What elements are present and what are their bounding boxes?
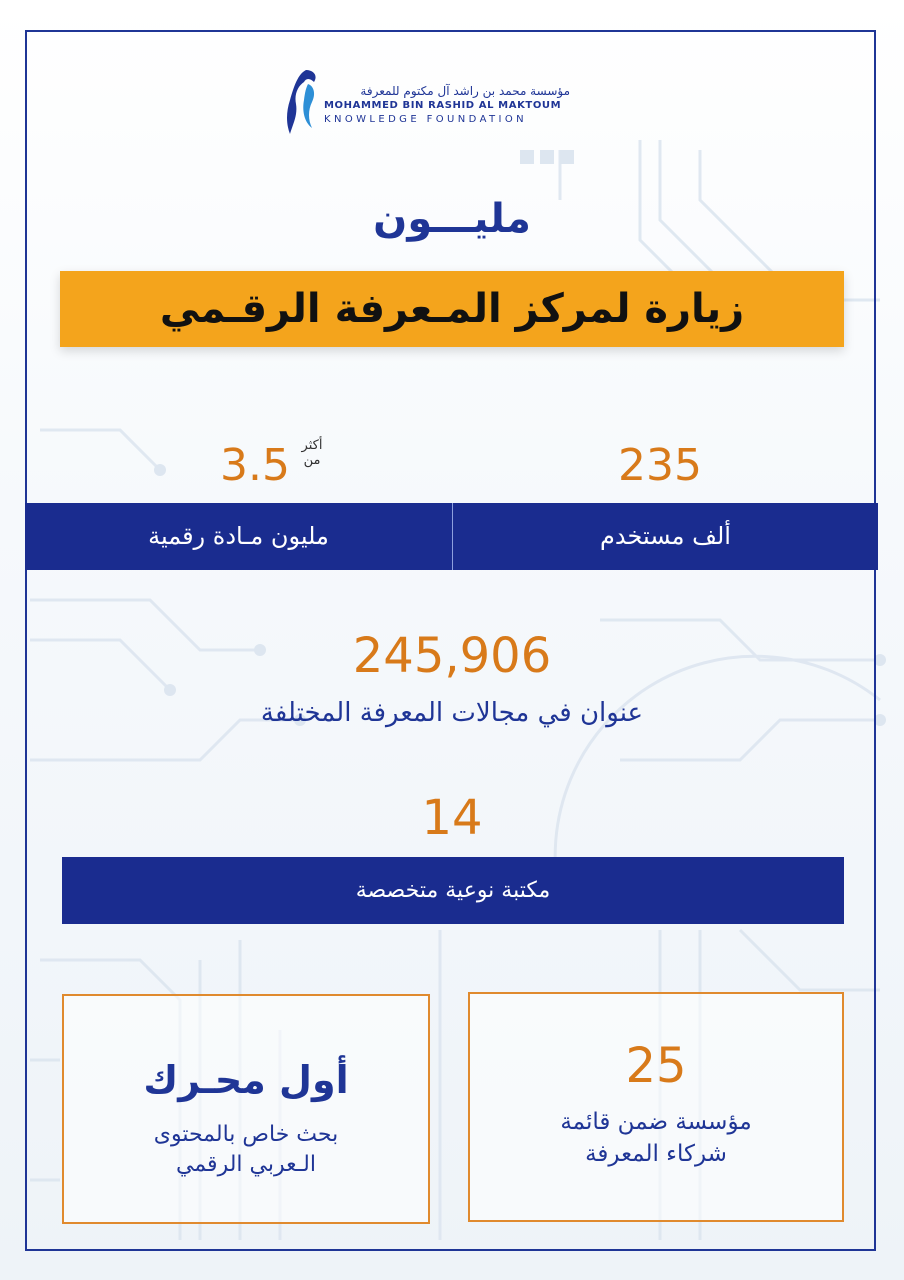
banner-text: زيارة لمركز المـعرفة الرقـمي	[159, 286, 745, 332]
million-heading: مليـــون	[373, 196, 531, 242]
titles-label: عنوان في مجالات المعرفة المختلفة	[260, 698, 644, 728]
digital-materials-label: مليون مـادة رقمية	[148, 522, 329, 550]
users-value: 235	[618, 440, 702, 491]
foundation-logo	[284, 64, 584, 140]
logo-arabic-name: مؤسسة محمد بن راشد آل مكتوم للمعرفة	[360, 84, 570, 98]
logo-english-name: MOHAMMED BIN RASHID AL MAKTOUM	[324, 100, 562, 111]
digital-materials-value: 3.5	[220, 440, 290, 491]
more-than-line1: أكثر	[301, 438, 323, 453]
titles-value: 245,906	[352, 628, 552, 684]
search-engine-description	[62, 1120, 430, 1180]
partners-value: 25	[625, 1038, 687, 1094]
more-than-line2: من	[303, 453, 321, 468]
more-than-label	[292, 438, 332, 468]
libraries-value: 14	[421, 790, 483, 846]
partners-line1: مؤسسة ضمن قائمة	[560, 1109, 752, 1135]
search-engine-line1: بحث خاص بالمحتوى	[153, 1122, 339, 1147]
libraries-label: مكتبة نوعية متخصصة	[355, 878, 551, 903]
partners-description	[468, 1106, 844, 1170]
partners-line2: شركاء المعرفة	[585, 1141, 727, 1167]
search-engine-line2: الـعربي الرقمي	[176, 1152, 316, 1177]
users-label: ألف مستخدم	[600, 522, 731, 550]
search-engine-title: أول محـرك	[143, 1058, 349, 1102]
logo-english-subtitle: KNOWLEDGE FOUNDATION	[324, 114, 528, 125]
search-engine-box	[62, 994, 430, 1224]
logo-mark-icon	[284, 64, 324, 140]
